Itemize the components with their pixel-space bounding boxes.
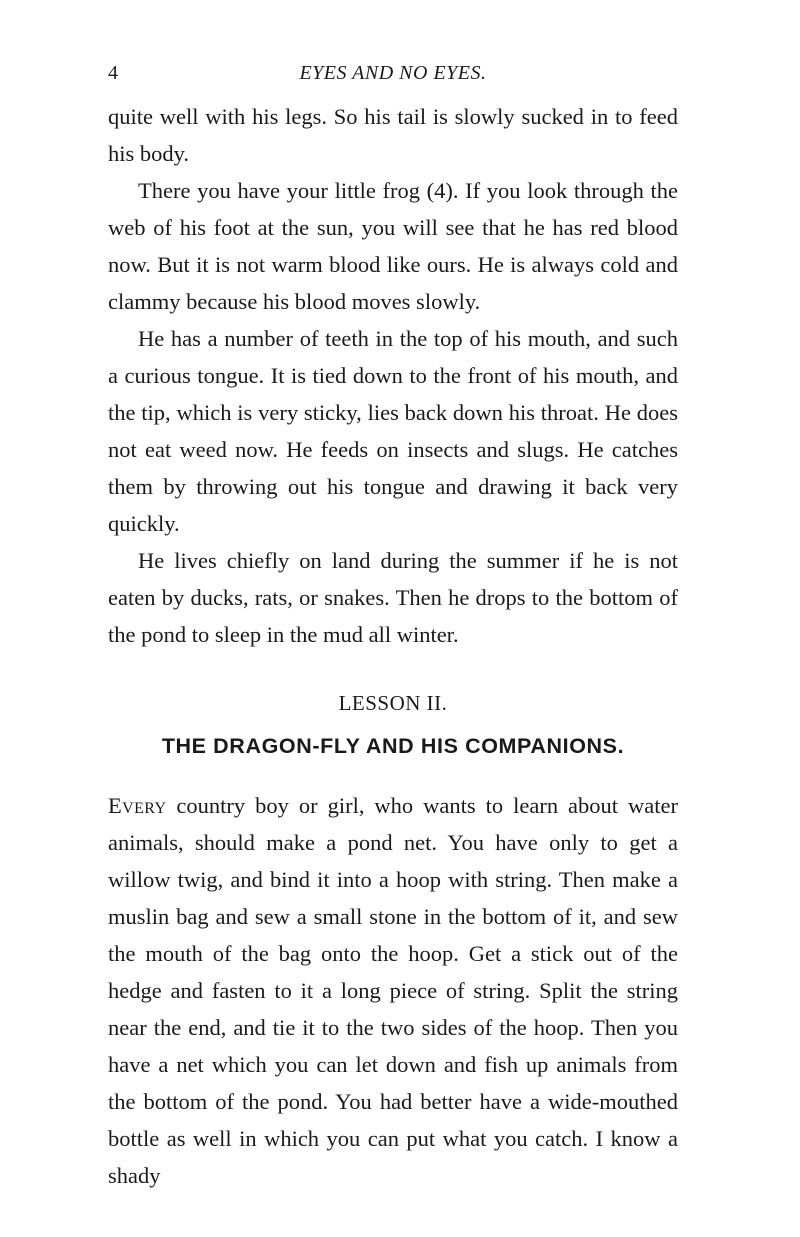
- paragraph-teeth-tongue: He has a number of teeth in the top of his mouth, and such a curious tongue. It is tied down to the front of his mouth, and the tip, which is very sticky, lies back down his throat. He does not eat weed now. He feeds on insects and slugs. He catches them by throwing out his tongue and drawing it back very quickly.: [108, 326, 678, 536]
- lesson-title: THE DRAGON-FLY AND HIS COMPANIONS.: [161, 734, 625, 758]
- paragraph-pond-net: [108, 787, 678, 1194]
- paragraph-summer-winter: He lives chiefly on land during the summer if he is not eaten by ducks, rats, or snakes. Then he drops to the bottom of the pond to sleep in the mud all winter.: [108, 548, 678, 647]
- paragraph-continuation: quite well with his legs. So his tail is slowly sucked in to feed his body.: [108, 104, 678, 166]
- body-text: [108, 98, 678, 1194]
- running-head: [108, 56, 678, 90]
- page-number: 4: [108, 62, 118, 84]
- book-page: [108, 56, 678, 1194]
- lesson-number: LESSON II.: [338, 691, 448, 715]
- paragraph-frog: There you have your little frog (4). If you look through the web of his foot at the sun, you will see that he has red blood now. But it is not warm blood like ours. He is always cold and clammy because his blood moves slowly.: [108, 178, 678, 314]
- running-title: EYES AND NO EYES.: [299, 62, 487, 84]
- paragraph-pond-net-text: country boy or girl, who wants to learn about water animals, should make a pond net. You have only to get a willow twig, and bind it into a hoop with string. Then make a muslin bag and sew a small stone in the bottom of it, and sew the mouth of the bag onto the hoop. Get a stick out of the hedge and fasten to it a long piece of string. Split the string near the end, and tie it to the two sides of the hoop. Then you have a net which you can let down and fish up animals from the bottom of the pond. You had better have a wide-mouthed bottle as well in which you can put what you catch. I know a shady: [108, 793, 678, 1188]
- opening-word: Every: [108, 793, 167, 818]
